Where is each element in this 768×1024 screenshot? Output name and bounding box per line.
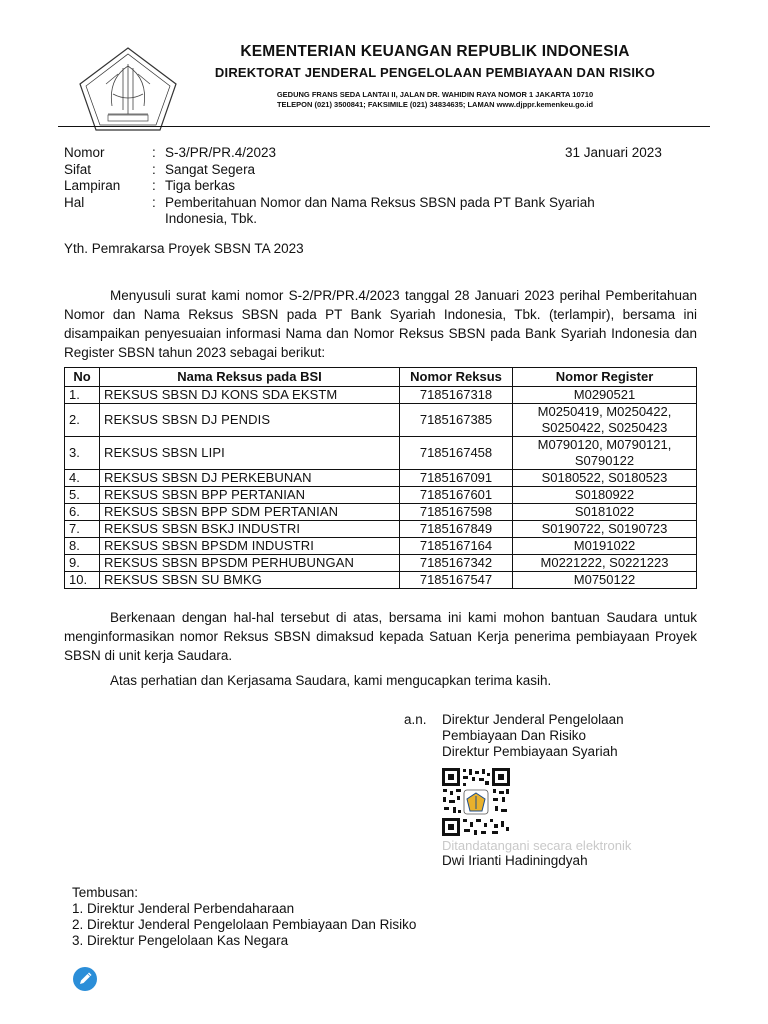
cell-register: M0191022 [513,538,697,555]
table-row [65,437,697,470]
cell-register: M0250419, M0250422, S0250422, S0250423 [513,404,697,437]
meta-label: Nomor [64,145,105,160]
cell-register: S0181022 [513,504,697,521]
signer-name: Dwi Irianti Hadiningdyah [442,853,588,868]
cell-register: M0790120, M0790121, S0790122 [513,437,697,470]
cell-register: S0190722, S0190723 [513,521,697,538]
letter-subject: Pemberitahuan Nomor dan Nama Reksus SBSN pada PT Bank Syariah Indonesia, Tbk. [165,194,595,226]
cell-nomor: 7185167849 [400,521,513,538]
table-row [65,521,697,538]
cell-nama: REKSUS SBSN SU BMKG [100,572,400,589]
signature-an: a.n. [404,712,427,727]
letter-date: 31 Januari 2023 [565,145,662,160]
cell-nomor: 7185167598 [400,504,513,521]
table-row [65,504,697,521]
letterhead-divider [58,126,710,127]
meta-colon: : [152,194,156,210]
meta-colon: : [152,145,156,160]
cell-nama: REKSUS SBSN DJ PENDIS [100,404,400,437]
meta-label: Sifat [64,161,92,177]
cell-no: 7. [65,521,100,538]
office-address: GEDUNG FRANS SEDA LANTAI II, JALAN DR. WAHIDIN RAYA NOMOR 1 JAKARTA 10710 [276,90,594,99]
cell-nomor: 7185167547 [400,572,513,589]
column-header: No [65,368,100,387]
body-paragraph-closing: Atas perhatian dan Kerjasama Saudara, kami mengucapkan terima kasih. [110,673,552,688]
table-row [65,487,697,504]
table-row [65,404,697,437]
cell-no: 5. [65,487,100,504]
cell-nomor: 7185167385 [400,404,513,437]
signature-title [442,712,702,760]
cell-nomor: 7185167342 [400,555,513,572]
cell-nama: REKSUS SBSN DJ PERKEBUNAN [100,470,400,487]
cell-no: 8. [65,538,100,555]
cell-register: M0750122 [513,572,697,589]
cell-nomor: 7185167318 [400,387,513,404]
table-row [65,555,697,572]
table-row [65,538,697,555]
electronic-signature-note: Ditandatangani secara elektronik [442,838,632,853]
cell-no: 2. [65,404,100,437]
cell-no: 6. [65,504,100,521]
cell-no: 10. [65,572,100,589]
table-row [65,470,697,487]
cc-title: Tembusan: [72,885,139,900]
signature-title-line: Pembiayaan Dan Risiko [442,728,587,743]
cell-nama: REKSUS SBSN BPP SDM PERTANIAN [100,504,400,521]
cell-no: 3. [65,437,100,470]
directorate-name: DIREKTORAT JENDERAL PENGELOLAAN PEMBIAYAAN DAN RISIKO [214,65,656,80]
cell-no: 9. [65,555,100,572]
cell-nama: REKSUS SBSN BSKJ INDUSTRI [100,521,400,538]
cell-nama: REKSUS SBSN BPSDM PERHUBUNGAN [100,555,400,572]
list-item: 1. Direktur Jenderal Perbendaharaan [72,901,295,916]
list-item: 2. Direktur Jenderal Pengelolaan Pembiayaan Dan Risiko [72,917,417,932]
body-paragraph-intro: Menyusuli surat kami nomor S-2/PR/PR.4/2023 tanggal 28 Januari 2023 perihal Pemberitahuan Nomor dan Nama Reksus SBSN pada PT Bank Syariah Indonesia, Tbk. (terlampir), bersama ini disampaikan penyesuaian informasi Nama dan Nomor Reksus SBSN pada Bank Syariah Indonesia dan Register SBSN tahun 2023 sebagai berikut: [64,288,697,360]
signature-title-line: Direktur Jenderal Pengelolaan [442,712,624,727]
meta-label: Hal [64,194,85,210]
cell-no: 4. [65,470,100,487]
table-row [65,572,697,589]
body-paragraph-request: Berkenaan dengan hal-hal tersebut di atas, bersama ini kami mohon bantuan Saudara untuk menginformasikan nomor Reksus SBSN dimaksud kepada Satuan Kerja penerima pembiayaan Proyek SBSN di unit kerja Saudara. [64,610,697,663]
cell-register: S0180522, S0180523 [513,470,697,487]
ministry-name: KEMENTERIAN KEUANGAN REPUBLIK INDONESIA [240,43,630,60]
cell-nama: REKSUS SBSN DJ KONS SDA EKSTM [100,387,400,404]
ministry-emblem-icon [68,44,188,134]
cell-nama: REKSUS SBSN BPP PERTANIAN [100,487,400,504]
letter-attachment: Tiga berkas [165,178,236,193]
meta-colon: : [152,161,156,177]
cell-nama: REKSUS SBSN BPSDM INDUSTRI [100,538,400,555]
column-header: Nama Reksus pada BSI [100,368,400,387]
letter-priority: Sangat Segera [165,161,256,177]
list-item: 3. Direktur Pengelolaan Kas Negara [72,933,289,948]
office-contact: TELEPON (021) 3500841; FAKSIMILE (021) 34834635; LAMAN www.djppr.kemenkeu.go.id [276,100,594,109]
meta-label: Lampiran [64,178,121,193]
pen-badge-icon[interactable] [72,966,98,992]
addressee: Yth. Pemrakarsa Proyek SBSN TA 2023 [64,241,304,256]
cell-nomor: 7185167458 [400,437,513,470]
cell-register: M0290521 [513,387,697,404]
reksus-table [64,367,697,589]
table-header-row [65,368,697,387]
column-header: Nomor Register [513,368,697,387]
meta-colon: : [152,178,156,193]
cell-no: 1. [65,387,100,404]
cell-nomor: 7185167601 [400,487,513,504]
cell-nomor: 7185167091 [400,470,513,487]
cc-list [72,885,416,949]
cell-register: M0221222, S0221223 [513,555,697,572]
letter-number: S-3/PR/PR.4/2023 [165,145,277,160]
qr-code-icon [441,767,511,837]
cell-register: S0180922 [513,487,697,504]
cell-nama: REKSUS SBSN LIPI [100,437,400,470]
cell-nomor: 7185167164 [400,538,513,555]
signature-title-line: Direktur Pembiayaan Syariah [442,744,618,759]
column-header: Nomor Reksus [400,368,513,387]
table-row [65,387,697,404]
